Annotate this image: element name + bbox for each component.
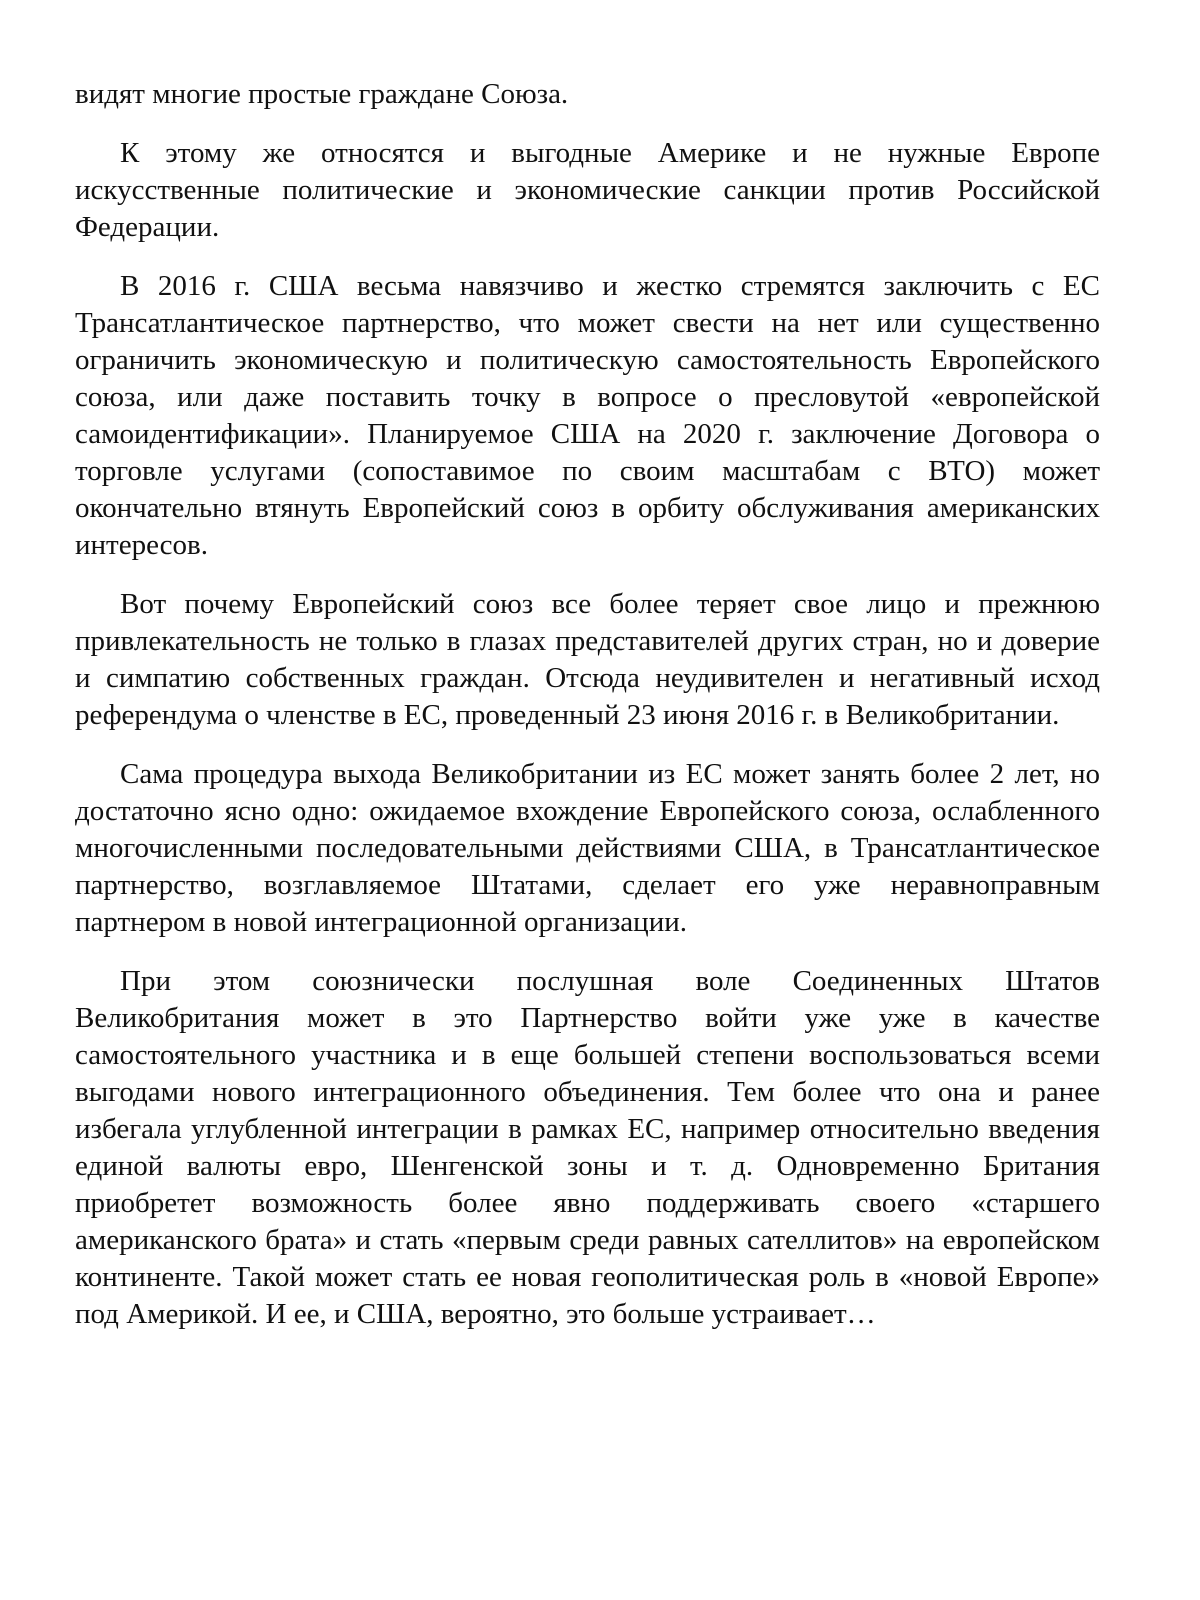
document-page — [75, 76, 1100, 1355]
paragraph-continuation: видят многие простые граждане Союза. — [75, 78, 569, 110]
paragraph-transatlantic-partnership: В 2016 г. США весьма навязчиво и жестко стремятся заключить с ЕС Трансатлантическое партнерство, что может свести на нет или существенно ограничить экономическую и политическую самостоятельность Европейского союза, или даже поставить точку в вопросе о пресловутой «европейской самоидентификации». Планируемое США на 2020 г. заключение Договора о торговле услугами (сопоставимое по своим масштабам с ВТО) может окончательно втянуть Европейский союз в орбиту обслуживания американских интересов. — [75, 270, 1100, 561]
paragraph-sanctions: К этому же относятся и выгодные Америке и не нужные Европе искусственные политические и экономические санкции против Российской Федерации. — [75, 137, 1100, 243]
paragraph-eu-image: Вот почему Европейский союз все более теряет свое лицо и прежнюю привлекательность не только в глазах представителей других стран, но и доверие и симпатию собственных граждан. Отсюда неудивителен и негативный исход референдума о членстве в ЕС, проведенный 23 июня 2016 г. в Великобритании. — [75, 588, 1100, 731]
paragraph-brexit-procedure: Сама процедура выхода Великобритании из ЕС может занять более 2 лет, но достаточно ясно одно: ожидаемое вхождение Европейского союза, ослабленного многочисленными последовательными действиями США, в Трансатлантическое партнерство, возглавляемое Штатами, сделает его уже неравноправным партнером в новой интеграционной организации. — [75, 758, 1100, 938]
paragraph-britain-role: При этом союзнически послушная воле Соединенных Штатов Великобритания может в это Партнерство войти уже уже в качестве самостоятельного участника и в еще большей степени воспользоваться всеми выгодами нового интеграционного объединения. Тем более что она и ранее избегала углубленной интеграции в рамках ЕС, например относительно введения единой валюты евро, Шенгенской зоны и т. д. Одновременно Британия приобретет возможность более явно поддерживать своего «старшего американского брата» и стать «первым среди равных сателлитов» на европейском континенте. Такой может стать ее новая геополитическая роль в «новой Европе» под Америкой. И ее, и США, вероятно, это больше устраивает… — [75, 965, 1100, 1330]
